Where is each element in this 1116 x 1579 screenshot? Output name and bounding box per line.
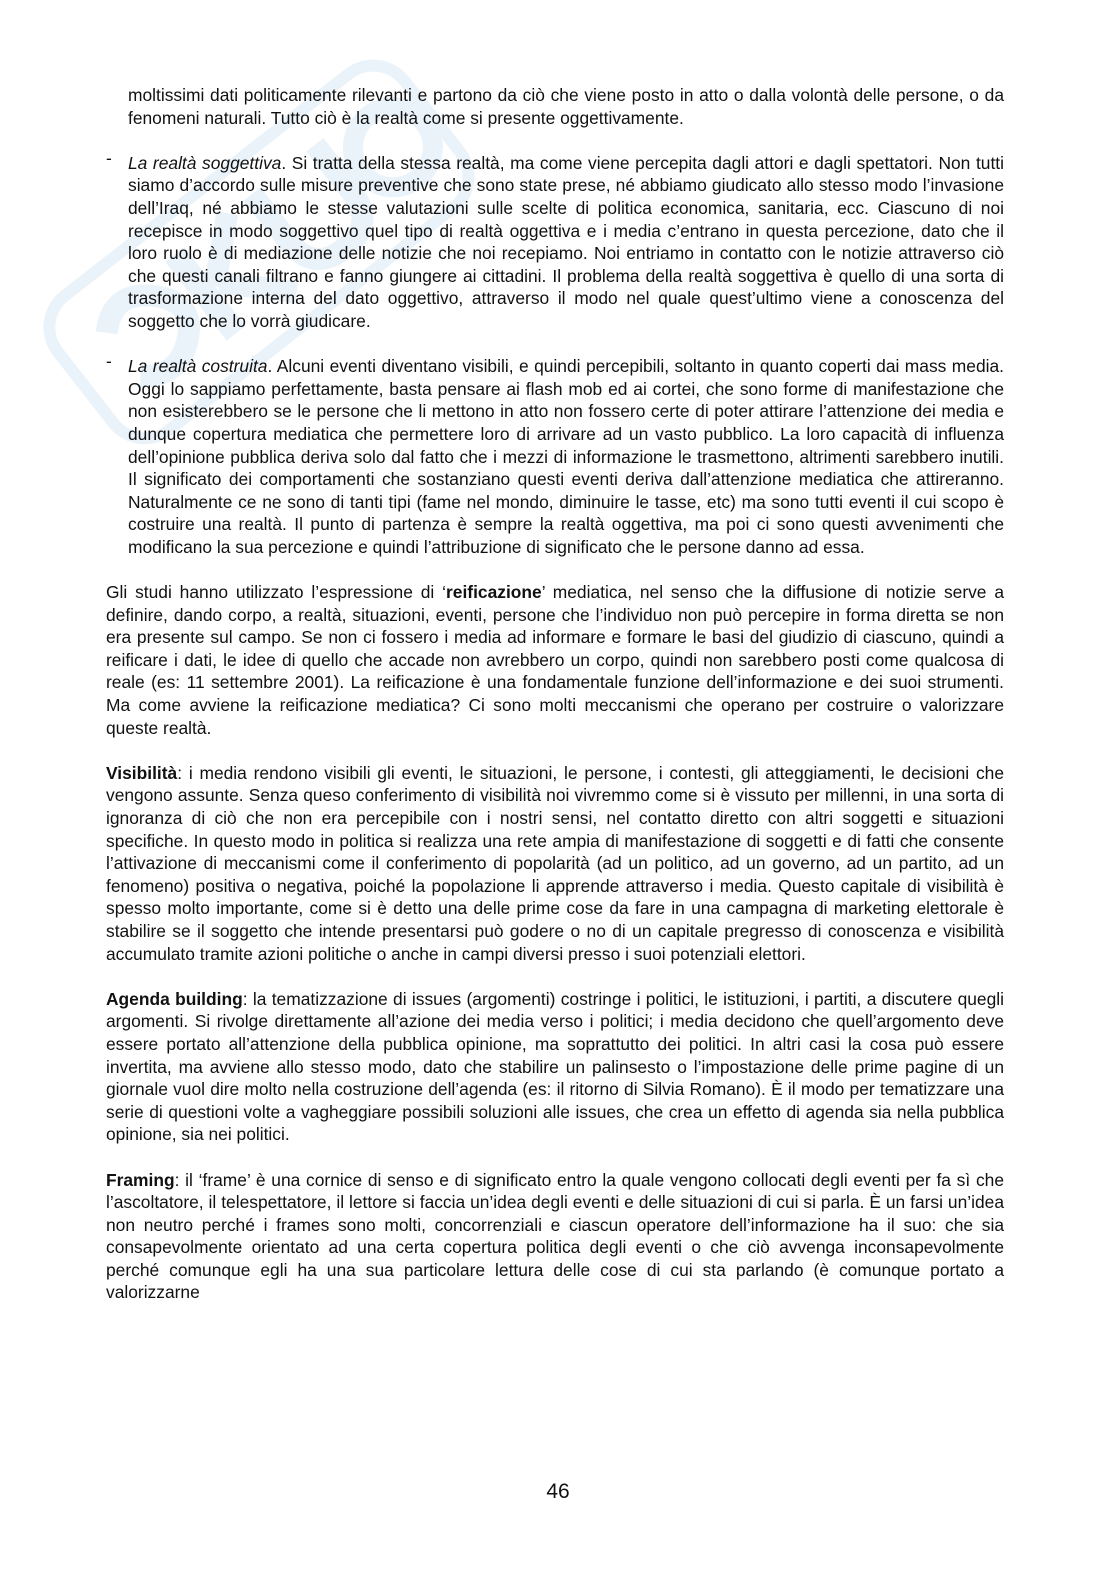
paragraph-agenda-building [106,988,1004,1146]
bullet-text: . Alcuni eventi diventano visibili, e quindi percepibili, soltanto in quanto coperti dai mass media. Oggi lo sappiamo perfettamente, basta pensare ai flash mob ed ai cortei, che sono forme di manifestazione che non esisterebbero se le persone che li mettono in atto non fossero certe di poter attirare l’attenzione dei media e dunque copertura mediatica che permettere loro di arrivare ad un vasto pubblico. La loro capacità di influenza dell’opinione pubblica deriva solo dal fatto che i mezzi di informazione le trasmettono, altrimenti sarebbero inutili. Il significato dei comportamenti che sostanziano questi eventi deriva dall’attenzione mediatica che attireranno. Naturalmente ce ne sono di tanti tipi (fame nel mondo, diminuire le tasse, etc) ma sono tutti eventi il cui scopo è costruire una realtà. Il punto di partenza è sempre la realtà oggettiva, ma poi ci sono questi avvenimenti che modificano la sua percezione e quindi l’attribuzione di significato che le persone danno ad essa. [128,356,1004,557]
bullet-text: . Si tratta della stessa realtà, ma come viene percepita dagli attori e dagli spettatori. Non tutti siamo d’accordo sulle misure preventive che sono state prese, né abbiamo giudicato allo stesso modo l’invasione dell’Iraq, né abbiamo le stesse valutazioni sulle scelte di politica economica, sanitaria, ecc. Ciascuno di noi recepisce in modo soggettivo quel tipo di realtà oggettiva e i media c’entrano in questa percezione, dato che il loro ruolo è di mediazione delle notizie che noi recepiamo. Noi entriamo in contatto con le notizie attraverso ciò che questi canali filtrano e fanno giungere ai cittadini. Il problema della realtà soggettiva è quello di una sorta di trasformazione interna del dato oggettivo, attraverso il modo nel quale quest’ultimo viene a conoscenza del soggetto che lo vorrà giudicare. [128,152,1004,331]
bullet-term: La realtà soggettiva [128,152,282,173]
document-body [106,84,1004,1327]
section-text: : il ‘frame’ è una cornice di senso e di significato entro la quale vengono collocati degli eventi per fa sì che l’ascoltatore, il telespettatore, il lettore si faccia un’idea degli eventi e delle situazioni di cui si parla. È un farsi un’idea non neutro perché i frames sono molti, concorrenziali e ciascun operatore dell’informazione ha il suo: che sia consapevolmente orientato ad una certa copertura politica degli eventi o che ciò avvenga inconsapevolmente perché comunque egli ha una sua particolare lettura delle cose di cui sta parlando (è comunque portato a valorizzarne [106,1169,1004,1303]
bullet-term: La realtà costruita [128,356,268,377]
paragraph-reificazione [106,581,1004,739]
section-text: : la tematizzazione di issues (argomenti) costringe i politici, le istituzioni, i partiti, a discutere quegli argomenti. Si rivolge direttamente all’azione dei media verso i politici; i media decidono che quell’argomento deve essere portato all’attenzione della pubblica opinione, ma soprattutto dei politici. In altri casi la cosa può essere invertita, ma avviene allo stesso modo, dato che stabilire un palinsesto o l’impostazione delle prime pagine di un giornale vuol dire molto nella costruzione dell’agenda (es: il ritorno di Silvia Romano). È il modo per tematizzare una serie di questioni volte a vagheggiare possibili soluzioni alle issues, che crea un effetto di agenda sia nella pubblica opinione, sia nei politici. [106,988,1004,1145]
bullet-realta-soggettiva [106,147,1004,333]
bullet-realta-costruita [106,351,1004,558]
paragraph-framing [106,1169,1004,1305]
section-text: : i media rendono visibili gli eventi, le situazioni, le persone, i contesti, gli atteggiamenti, le decisioni che vengono assunte. Senza queso conferimento di visibilità noi vivremmo come si è vissuto per millenni, in una sorta di ignoranza di ciò che non era percepibile con i nostri sensi, nel contatto diretto con altri soggetti e situazioni specifiche. In questo modo in politica si realizza una rete ampia di manifestazione di soggetti e di fatti che consente l’attivazione di meccanismi come il conferimento di popolarità (ad un politico, ad un governo, ad un partito, ad un fenomeno) positiva o negativa, poiché la popolazione li apprende attraverso i media. Questo capitale di visibilità è spesso molto importante, come si è detto una delle prime cose da fare in una campagna di marketing elettorale è stabilire se il soggetto che intende presentarsi può godere o no di un capitale pregresso di conoscenza e visibilità accumulato tramite azioni politiche o anche in campi diversi presso i suoi potenziali elettori. [106,762,1004,964]
reificazione-term: reificazione [446,582,542,603]
continuation-paragraph: moltissimi dati politicamente rilevanti e partono da ciò che viene posto in atto o dalla volontà delle persone, o da fenomeni naturali. Tutto ciò è la realtà come si presente oggettivamente. [128,85,1004,128]
reificazione-text-after: ’ mediatica, nel senso che la diffusione di notizie serve a definire, dando corpo, a realtà, situazioni, eventi, persone che l’individuo non può percepire in forma diretta se non era presente sul campo. Se non ci fossero i media ad informare e formare le basi del giudizio di ciascuno, quindi a reificare i dati, le idee di quello che accade non avrebbero un corpo, quindi non sarebbero posti come qualcosa di reale (es: 11 settembre 2001). La reificazione è una fondamentale funzione dell’informazione e dei suoi strumenti. Ma come avviene la reificazione mediatica? Ci sono molti meccanismi che operano per costruire o valorizzare queste realtà. [106,582,1004,738]
section-term: Visibilità [106,762,178,783]
reificazione-text-before: Gli studi hanno utilizzato l’espressione di ‘ [106,582,447,603]
page-number: 46 [546,1480,570,1503]
bullet-marker: - [106,147,112,168]
section-term: Framing [106,1169,175,1190]
section-term: Agenda building [106,988,243,1009]
paragraph-visibilita [106,762,1004,965]
bullet-marker: - [106,351,112,372]
bullet-paragraph [128,152,1004,333]
bullet-paragraph [128,355,1004,558]
